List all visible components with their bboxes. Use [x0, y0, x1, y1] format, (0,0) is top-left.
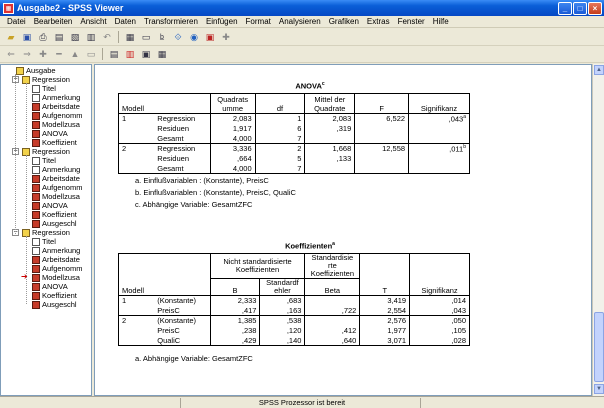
- menu-ansicht[interactable]: Ansicht: [80, 17, 107, 26]
- menu-grafiken[interactable]: Grafiken: [328, 17, 359, 26]
- tree-item[interactable]: Arbeitsdate: [32, 102, 80, 111]
- table-icon: [32, 121, 40, 129]
- table-row: 2 Regression 3,336 2 1,668 12,558 ,011$^b$: [119, 144, 470, 154]
- table-row: QualiC ,429 ,140 ,640 3,071 ,028: [119, 336, 470, 346]
- tree-item[interactable]: Arbeitsdate: [32, 174, 80, 183]
- undo-icon[interactable]: ↶: [103, 31, 111, 42]
- promote-icon[interactable]: ✚: [39, 48, 47, 59]
- window-title: Ausgabe2 - SPSS Viewer: [17, 3, 124, 13]
- coef-header-se: Standardf ehler: [260, 279, 305, 296]
- collapse-icon[interactable]: −: [13, 76, 18, 83]
- page-icon: [32, 247, 40, 255]
- page-icon: [32, 94, 40, 102]
- tree-item[interactable]: ANOVA: [32, 201, 68, 210]
- status-bar: [0, 396, 604, 408]
- menu-hilfe[interactable]: Hilfe: [432, 17, 449, 26]
- tree-item[interactable]: Koeffizient: [32, 210, 77, 219]
- tree-item[interactable]: ANOVA: [32, 129, 68, 138]
- table-row: 1 (Konstante) 2,333 ,683 3,419 ,014: [119, 296, 470, 306]
- show-icon[interactable]: ▲: [70, 49, 80, 59]
- goto-data-icon[interactable]: ▦: [125, 31, 135, 42]
- table-icon: [32, 301, 40, 309]
- output-pane[interactable]: [94, 64, 592, 396]
- forward-arrow-icon[interactable]: ⇒: [23, 48, 31, 59]
- menu-transformieren[interactable]: Transformieren: [143, 17, 198, 26]
- tree-item[interactable]: Modellzusa: [32, 120, 80, 129]
- table-icon: [32, 193, 40, 201]
- select-last-output-icon[interactable]: ▣: [205, 31, 215, 42]
- menu-bearbeiten[interactable]: Bearbeiten: [33, 17, 73, 26]
- tree-item[interactable]: Titel: [32, 84, 56, 93]
- menu-daten[interactable]: Daten: [114, 17, 136, 26]
- anova-header-modell: Modell: [119, 94, 211, 114]
- save-icon[interactable]: ▣: [22, 31, 32, 42]
- tree-item[interactable]: Arbeitsdate: [32, 255, 80, 264]
- coef-header-sig: Signifikanz: [410, 254, 470, 296]
- coef-footnote-a: a. Abhängige Variable: GesamtZFC: [135, 354, 253, 363]
- maximize-button[interactable]: □: [573, 2, 587, 15]
- menu-format[interactable]: Format: [245, 17, 271, 26]
- table-icon: [32, 292, 40, 300]
- tree-item[interactable]: Modellzusa: [32, 273, 80, 282]
- print-icon[interactable]: ⎙: [39, 31, 47, 42]
- menu-bar: [0, 16, 604, 28]
- anova-footnote-c: c. Abhängige Variable: GesamtZFC: [135, 200, 253, 209]
- anova-header-mq: Mittel der: [305, 94, 355, 104]
- tree-item[interactable]: Anmerkung: [32, 165, 80, 174]
- book-icon: [16, 67, 24, 75]
- page-icon: [32, 238, 40, 246]
- menu-analysieren[interactable]: Analysieren: [278, 17, 321, 26]
- tree-item[interactable]: Ausgeschl: [32, 300, 77, 309]
- demote-icon[interactable]: ━: [56, 48, 62, 59]
- scroll-down-icon[interactable]: ▼: [594, 384, 604, 394]
- insert-case-icon[interactable]: ✚: [222, 31, 230, 42]
- menu-extras[interactable]: Extras: [366, 17, 390, 26]
- anova-header-sig: Signifikanz: [409, 94, 470, 114]
- tree-item[interactable]: Titel: [32, 156, 56, 165]
- table-icon: [32, 184, 40, 192]
- table-row: Residuen 1,917 6 ,319: [119, 124, 470, 134]
- close-button[interactable]: ×: [588, 2, 602, 15]
- page-icon: [32, 166, 40, 174]
- coef-header-b: B: [210, 279, 260, 296]
- tree-item[interactable]: ANOVA: [32, 282, 68, 291]
- scroll-thumb[interactable]: [594, 312, 604, 382]
- coef-header-modell: Modell: [119, 254, 211, 296]
- table-icon: [32, 211, 40, 219]
- tree-item[interactable]: Aufgenomm: [32, 111, 82, 120]
- anova-footnote-b: b. Einflußvariablen : (Konstante), PreisC, QualiC: [135, 188, 296, 197]
- coef-header-nonstd: Nicht standardisierte Koeffizienten: [210, 254, 305, 279]
- anova-header-df: df: [255, 94, 305, 114]
- table-icon: [32, 220, 40, 228]
- table-icon: [32, 175, 40, 183]
- menu-fenster[interactable]: Fenster: [397, 17, 425, 26]
- menu-einfuegen[interactable]: Einfügen: [205, 17, 238, 26]
- table-row: PreisC ,417 ,163 ,722 2,554 ,043: [119, 306, 470, 316]
- anova-footnote-a: a. Einflußvariablen : (Konstante), PreisC: [135, 176, 269, 185]
- main-toolbar: [0, 29, 604, 46]
- table-icon: [32, 256, 40, 264]
- coef-title: Koeffizienten$^a$: [285, 241, 335, 251]
- spss-app-icon[interactable]: ▦: [3, 3, 14, 14]
- tree-item[interactable]: Anmerkung: [32, 93, 80, 102]
- table-row: Gesamt 4,000 7: [119, 134, 470, 144]
- collapse-icon[interactable]: −: [13, 229, 18, 236]
- designate-window-icon[interactable]: ◉: [190, 31, 198, 42]
- tree-item[interactable]: Aufgenomm: [32, 183, 82, 192]
- open-folder-icon[interactable]: ▰: [7, 31, 15, 42]
- tree-item[interactable]: Aufgenomm: [32, 264, 82, 273]
- title-bar: [0, 0, 604, 16]
- current-item-arrow-icon: ➔: [21, 272, 28, 281]
- insert-heading-icon[interactable]: ▤: [109, 48, 119, 59]
- table-row: Residuen ,664 5 ,133: [119, 154, 470, 164]
- status-text: SPSS Prozessor ist bereit: [258, 398, 346, 407]
- use-sets-icon[interactable]: ⟐: [174, 31, 182, 42]
- insert-chart-icon[interactable]: ▦: [157, 48, 167, 59]
- table-row: 2 (Konstante) 1,385 ,538 2,576 ,050: [119, 316, 470, 326]
- tree-group-regression-1[interactable]: Regression: [22, 75, 70, 84]
- table-icon: [32, 112, 40, 120]
- page-icon: [32, 85, 40, 93]
- table-icon: [32, 265, 40, 273]
- table-icon: [32, 130, 40, 138]
- table-icon: [32, 139, 40, 147]
- minimize-button[interactable]: _: [558, 2, 572, 15]
- vertical-scrollbar[interactable]: [592, 64, 604, 396]
- outline-tree[interactable]: [0, 64, 92, 396]
- scroll-up-icon[interactable]: ▲: [594, 65, 604, 75]
- anova-header-mq-2: Quadrate: [305, 104, 355, 114]
- anova-title: ANOVA$^c$: [295, 81, 325, 91]
- export-icon[interactable]: ▧: [70, 31, 80, 42]
- tree-item[interactable]: Anmerkung: [32, 246, 80, 255]
- table-row: PreisC ,238 ,120 ,412 1,977 ,105: [119, 326, 470, 336]
- tree-item[interactable]: Titel: [32, 237, 56, 246]
- goto-case-icon[interactable]: ▭: [141, 31, 151, 42]
- table-icon: [32, 103, 40, 111]
- anova-header-qs: Quadrats: [210, 94, 255, 104]
- table-row: Gesamt 4,000 7: [119, 164, 470, 174]
- tree-group-regression-2[interactable]: Regression: [22, 147, 70, 156]
- coef-header-std: Standardisie rte Koeffizienten: [305, 254, 360, 279]
- page-icon: [32, 157, 40, 165]
- tree-item[interactable]: Modellzusa: [32, 192, 80, 201]
- collapse-icon[interactable]: −: [13, 148, 18, 155]
- outline-toolbar: [0, 46, 604, 63]
- anova-header-qs-2: umme: [210, 104, 255, 114]
- coef-header-beta: Beta: [305, 279, 360, 296]
- tree-item[interactable]: Koeffizient: [32, 291, 77, 300]
- anova-table[interactable]: [118, 93, 470, 174]
- tree-item[interactable]: Koeffizient: [32, 138, 77, 147]
- insert-title-icon[interactable]: ▥: [125, 48, 135, 59]
- tree-item[interactable]: Ausgeschl: [32, 219, 77, 228]
- tree-root[interactable]: Ausgabe: [16, 66, 56, 75]
- insert-text-icon[interactable]: ▣: [141, 48, 151, 59]
- table-icon: [32, 283, 40, 291]
- anova-header-f: F: [355, 94, 409, 114]
- variables-icon[interactable]: b̲: [160, 33, 164, 41]
- table-icon: [32, 202, 40, 210]
- back-arrow-icon[interactable]: ⇐: [7, 48, 15, 59]
- table-icon: [32, 274, 40, 282]
- tree-group-regression-3[interactable]: Regression: [22, 228, 70, 237]
- table-row: 1 Regression 2,083 1 2,083 6,522 ,043$^a$: [119, 114, 470, 124]
- hide-icon[interactable]: ▭: [86, 48, 96, 59]
- coef-header-t: T: [360, 254, 410, 296]
- menu-datei[interactable]: Datei: [7, 17, 26, 26]
- print-preview-icon[interactable]: ▤: [54, 31, 64, 42]
- recall-dialog-icon[interactable]: ▥: [86, 31, 96, 42]
- coefficients-table[interactable]: [118, 253, 470, 346]
